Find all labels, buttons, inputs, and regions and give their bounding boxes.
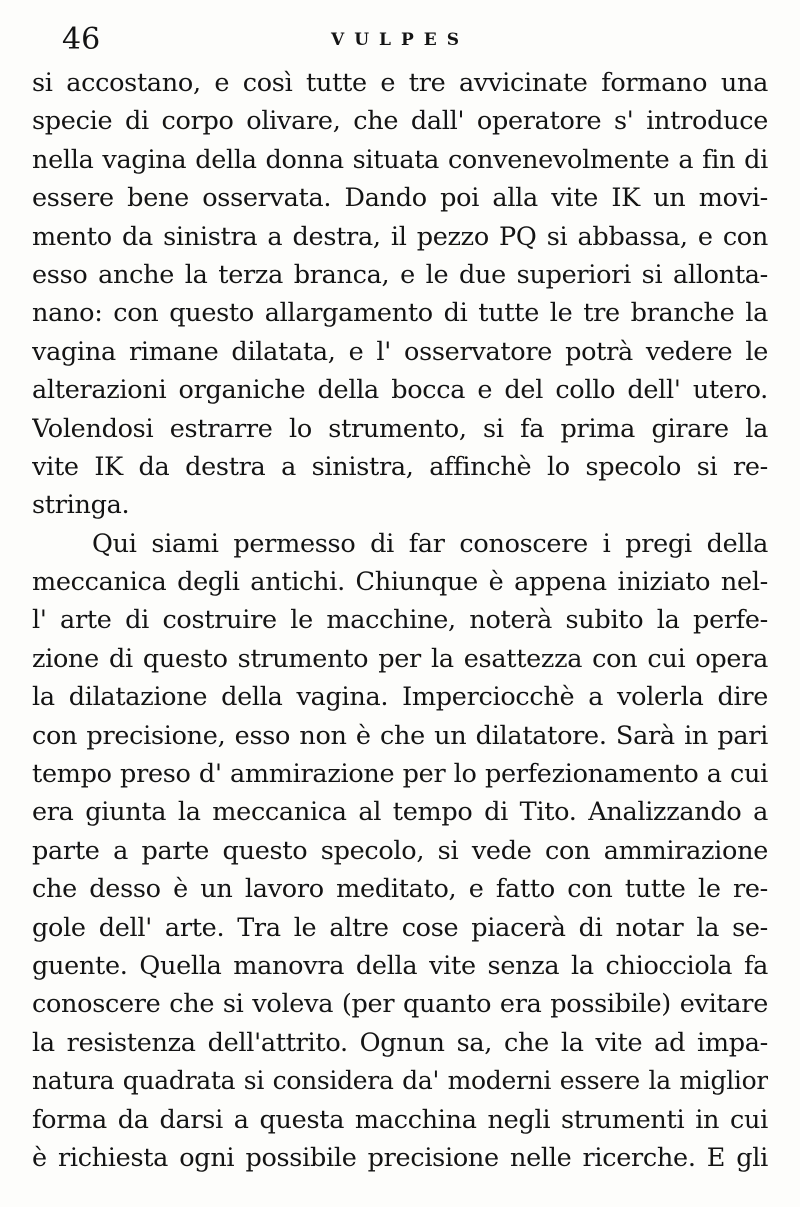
text-line: con precisione, esso non è che un dilatatore. Sarà in pari [32, 720, 768, 751]
text-line: vite IK da destra a sinistra, affinchè lo specolo si re- [32, 451, 768, 482]
text-line: alterazioni organiche della bocca e del collo dell' utero. [32, 375, 768, 406]
page-number: 46 [62, 22, 101, 57]
paragraph-start-line: Qui siami permesso di far conoscere i pregi della [92, 528, 768, 559]
text-line: specie di corpo olivare, che dall' operatore s' introduce [32, 106, 768, 137]
text-line: la resistenza dell'attrito. Ognun sa, che la vite ad impa- [32, 1027, 768, 1058]
text-line: era giunta la meccanica al tempo di Tito. Analizzando a [32, 797, 768, 828]
text-line: nella vagina della donna situata convenevolmente a fin di [32, 144, 768, 175]
text-line: Volendosi estrarre lo strumento, si fa prima girare la [32, 413, 768, 444]
text-line: tempo preso d' ammirazione per lo perfezionamento a cui [32, 759, 768, 790]
page-header [32, 22, 768, 58]
text-line: forma da darsi a questa macchina negli strumenti in cui [32, 1104, 768, 1135]
running-head: VULPES [331, 30, 469, 50]
text-line: che desso è un lavoro meditato, e fatto con tutte le re- [32, 874, 768, 905]
text-line: la dilatazione della vagina. Imperciocchè a volerla dire [32, 682, 768, 713]
text-line: conoscere che si voleva (per quanto era possibile) evitare [32, 989, 768, 1020]
text-line: guente. Quella manovra della vite senza la chiocciola fa [32, 950, 768, 981]
text-line: esso anche la terza branca, e le due superiori si allonta- [32, 259, 768, 290]
text-line: stringa. [32, 490, 130, 521]
text-line: nano: con questo allargamento di tutte le tre branche la [32, 298, 768, 329]
text-line: zione di questo strumento per la esattezza con cui opera [32, 643, 768, 674]
text-line: natura quadrata si considera da' moderni essere la miglior [32, 1066, 768, 1096]
text-line: meccanica degli antichi. Chiunque è appena iniziato nel- [32, 567, 768, 598]
text-line: gole dell' arte. Tra le altre cose piacerà di notar la se- [32, 912, 768, 943]
text-line: parte a parte questo specolo, si vede con ammirazione [32, 835, 768, 866]
text-line: essere bene osservata. Dando poi alla vite IK un movi- [32, 183, 768, 214]
text-line: vagina rimane dilatata, e l' osservatore potrà vedere le [32, 336, 768, 367]
body-text [32, 64, 768, 1177]
text-line: l' arte di costruire le macchine, noterà subito la perfe- [32, 605, 768, 636]
text-line: si accostano, e così tutte e tre avvicinate formano una [32, 68, 768, 98]
text-line: è richiesta ogni possibile precisione nelle ricerche. E gli [32, 1142, 768, 1173]
text-line: mento da sinistra a destra, il pezzo PQ si abbassa, e con [32, 221, 768, 252]
